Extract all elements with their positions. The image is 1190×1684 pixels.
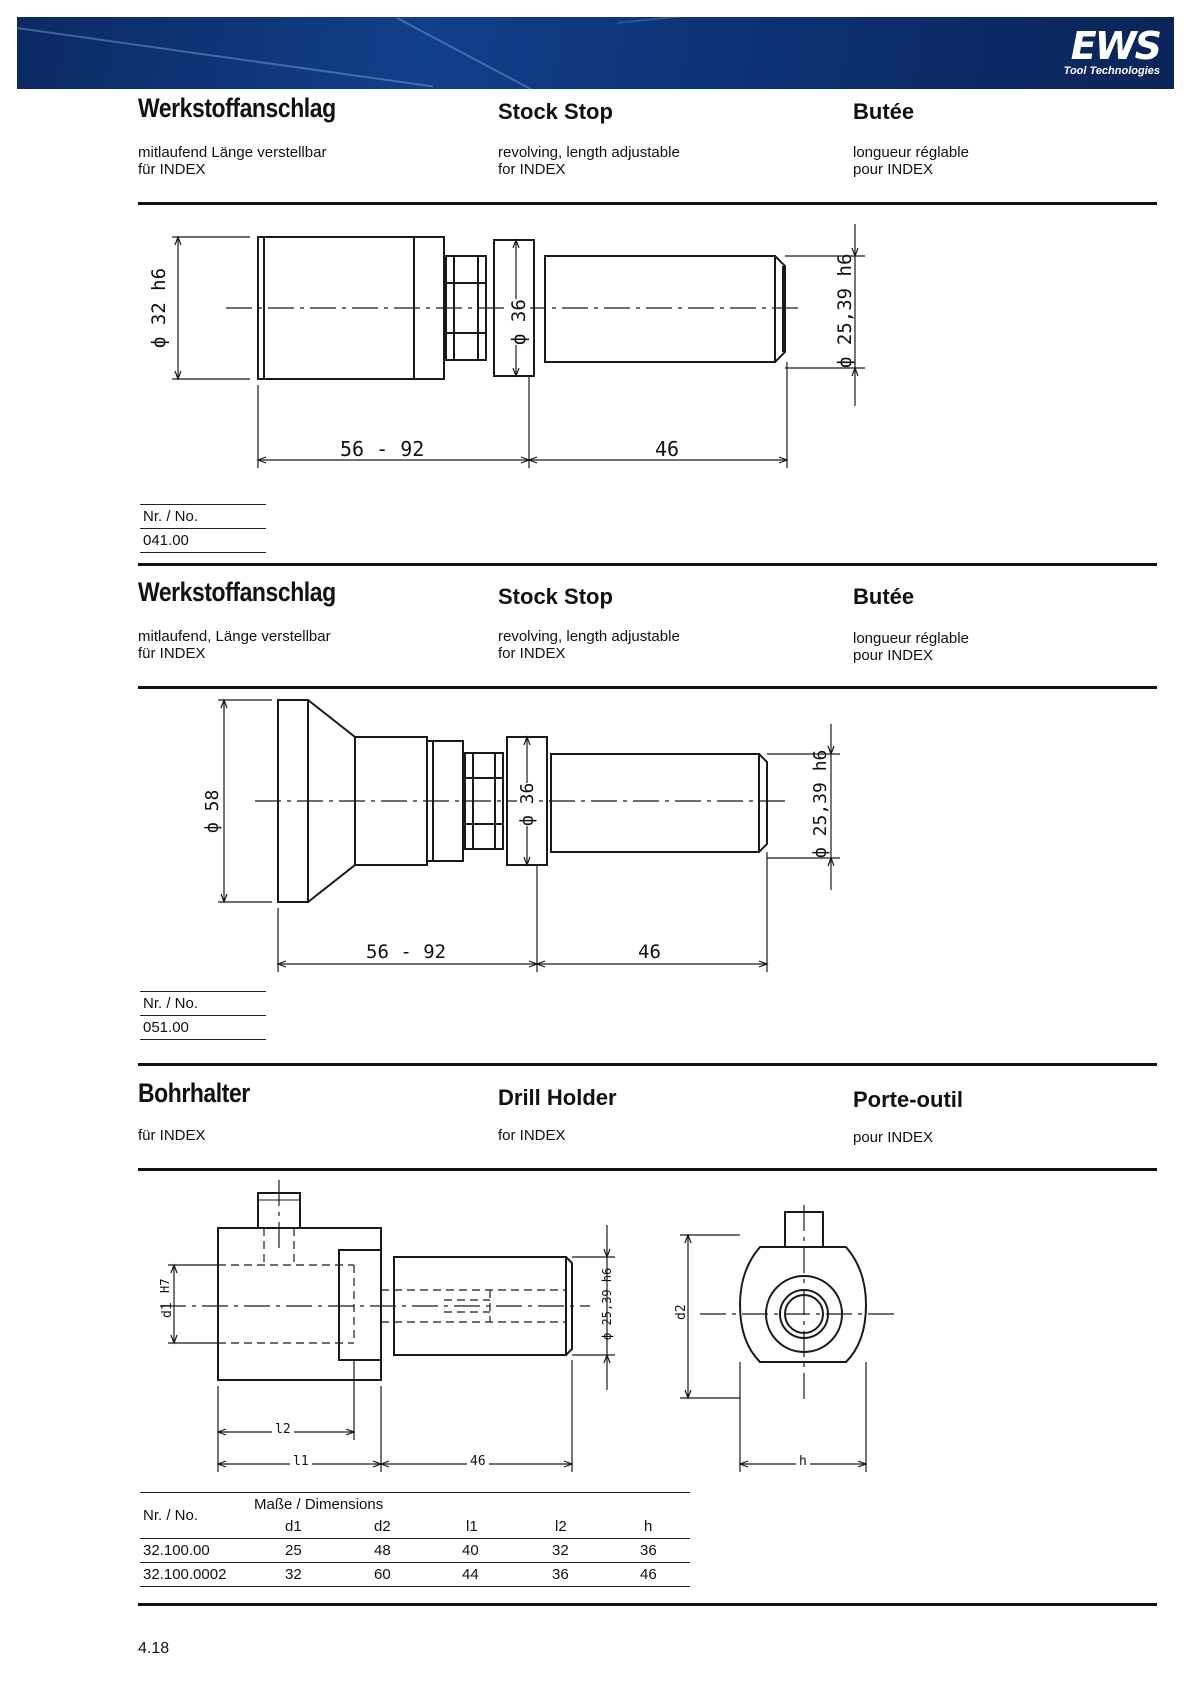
s3-sub-en: for INDEX bbox=[498, 1127, 566, 1144]
s1-sub-en: revolving, length adjustable for INDEX bbox=[498, 144, 680, 178]
table-cell: 60 bbox=[374, 1566, 391, 1583]
table-cell: 46 bbox=[640, 1566, 657, 1583]
s3-dim-l1: l1 bbox=[290, 1454, 312, 1469]
s1-sub-fr: longueur réglable pour INDEX bbox=[853, 144, 969, 178]
table-cell: 32 bbox=[552, 1542, 569, 1559]
s1-title-de: Werkstoffanschlag bbox=[138, 93, 336, 123]
divider bbox=[140, 504, 266, 505]
table-cell: 36 bbox=[640, 1542, 657, 1559]
s2-dim-d-right: ф 25,39 h6 bbox=[810, 749, 831, 858]
section-rule bbox=[138, 1168, 1157, 1171]
s2-title-en: Stock Stop bbox=[498, 584, 613, 609]
s1-dim-d-mid: ф 36 bbox=[508, 299, 530, 345]
table-cell: 25 bbox=[285, 1542, 302, 1559]
divider bbox=[140, 1039, 266, 1040]
divider bbox=[140, 991, 266, 992]
s1-no-value: 041.00 bbox=[143, 532, 189, 549]
divider bbox=[140, 1015, 266, 1016]
page-number: 4.18 bbox=[138, 1640, 170, 1657]
table-cell: 40 bbox=[462, 1542, 479, 1559]
divider bbox=[140, 1538, 690, 1539]
s2-dim-d-left: ф 58 bbox=[202, 789, 223, 833]
table-no-label: Nr. / No. bbox=[143, 1507, 199, 1524]
s2-sub-de: mitlaufend, Länge verstellbar für INDEX bbox=[138, 628, 331, 662]
s3-dim-l2: l2 bbox=[272, 1422, 294, 1437]
s2-title-de: Werkstoffanschlag bbox=[138, 577, 336, 607]
drawing-stock-stop-1 bbox=[172, 224, 865, 468]
logo-main: EWS bbox=[1070, 24, 1160, 68]
divider bbox=[140, 1492, 690, 1493]
s3-dim-l-right: 46 bbox=[467, 1454, 489, 1469]
s2-dim-d-mid: ф 36 bbox=[517, 782, 538, 826]
s1-dim-d-left: ф 32 h6 bbox=[148, 267, 170, 349]
s1-dim-l-right: 46 bbox=[655, 437, 680, 461]
table-cell-no: 32.100.00 bbox=[143, 1542, 210, 1559]
table-cell: 36 bbox=[552, 1566, 569, 1583]
table-cell: 48 bbox=[374, 1542, 391, 1559]
drawing-drill-holder-end bbox=[680, 1205, 900, 1472]
s3-dim-d2: d2 bbox=[674, 1304, 689, 1320]
s1-title-fr: Butée bbox=[853, 99, 915, 124]
s1-dim-l-left: 56 - 92 bbox=[340, 437, 425, 461]
s3-sub-fr: pour INDEX bbox=[853, 1129, 934, 1146]
s3-title-de: Bohrhalter bbox=[138, 1078, 250, 1108]
table-cell: 44 bbox=[462, 1566, 479, 1583]
s2-dim-l-left: 56 - 92 bbox=[366, 941, 447, 963]
table-col-header: h bbox=[644, 1518, 653, 1535]
section-rule bbox=[138, 563, 1157, 566]
logo-sub: Tool Technologies bbox=[1063, 65, 1160, 77]
s3-sub-de: für INDEX bbox=[138, 1127, 206, 1144]
s3-dim-d-right: ф 25,39 h6 bbox=[600, 1267, 614, 1340]
s3-dim-h7: H7 bbox=[158, 1278, 172, 1293]
divider bbox=[140, 552, 266, 553]
s3-title-fr: Porte-outil bbox=[853, 1087, 963, 1112]
s2-sub-fr: longueur réglable pour INDEX bbox=[853, 630, 969, 664]
section-rule bbox=[138, 1063, 1157, 1066]
s3-title-en: Drill Holder bbox=[498, 1085, 617, 1110]
s3-dim-d1: d1 bbox=[160, 1302, 175, 1318]
section-rule bbox=[138, 1603, 1157, 1606]
s1-sub-de: mitlaufend Länge verstellbar für INDEX bbox=[138, 144, 327, 178]
divider bbox=[140, 528, 266, 529]
drawing-drill-holder-side bbox=[160, 1180, 615, 1472]
s2-title-fr: Butée bbox=[853, 584, 915, 609]
s2-no-value: 051.00 bbox=[143, 1019, 189, 1036]
s1-dim-d-right: ф 25,39 h6 bbox=[834, 253, 856, 368]
s2-dim-l-right: 46 bbox=[638, 941, 661, 963]
table-col-header: l2 bbox=[555, 1518, 567, 1535]
table-cell: 32 bbox=[285, 1566, 302, 1583]
s2-no-label: Nr. / No. bbox=[143, 995, 199, 1012]
table-col-header: d1 bbox=[285, 1518, 302, 1535]
divider bbox=[140, 1562, 690, 1563]
drawing-stock-stop-2 bbox=[218, 700, 840, 972]
divider bbox=[140, 1586, 690, 1587]
s1-title-en: Stock Stop bbox=[498, 99, 613, 124]
s1-no-label: Nr. / No. bbox=[143, 508, 199, 525]
table-dims-label: Maße / Dimensions bbox=[254, 1496, 384, 1513]
table-col-header: l1 bbox=[466, 1518, 478, 1535]
table-col-header: d2 bbox=[374, 1518, 391, 1535]
section-rule bbox=[138, 686, 1157, 689]
s3-dim-h: h bbox=[796, 1454, 810, 1469]
table-cell-no: 32.100.0002 bbox=[143, 1566, 227, 1583]
s2-sub-en: revolving, length adjustable for INDEX bbox=[498, 628, 680, 662]
